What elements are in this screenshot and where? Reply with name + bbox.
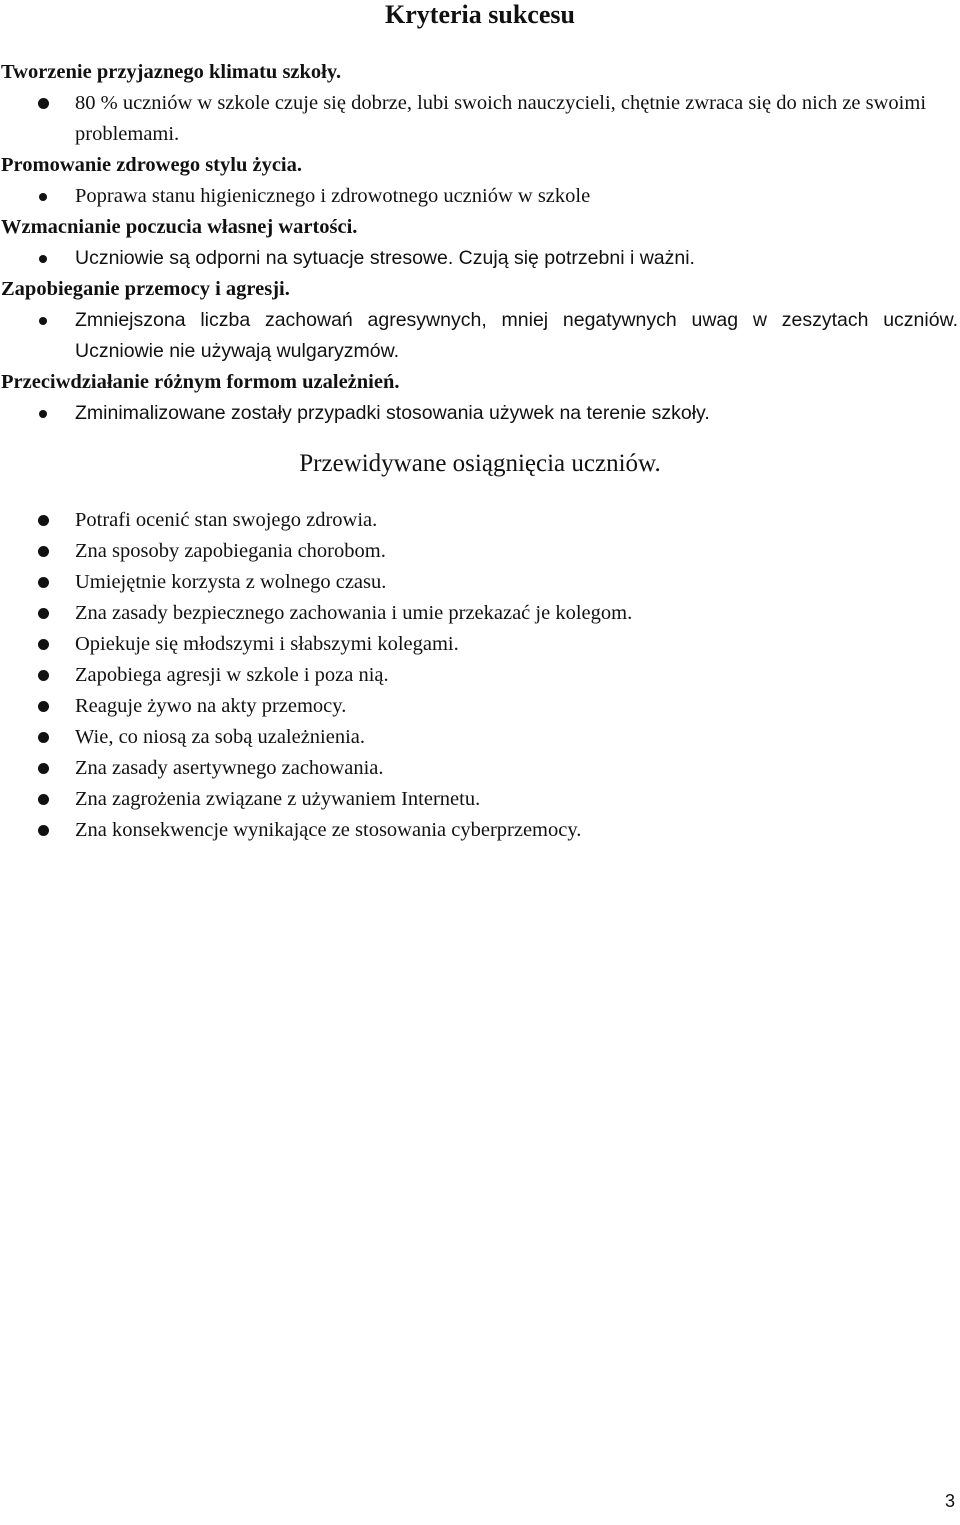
- bullet-icon: [38, 794, 49, 805]
- list-item: Zapobiega agresji w szkole i poza nią.: [0, 660, 960, 691]
- bullet-icon: [38, 98, 49, 109]
- bullet-icon: [38, 608, 49, 619]
- list-item: Zminimalizowane zostały przypadki stosowania używek na terenie szkoły.: [0, 398, 960, 429]
- bullet-icon: [38, 515, 49, 526]
- list-item: Uczniowie są odporni na sytuacje stresowe. Czują się potrzebni i ważni.: [0, 243, 960, 274]
- section-list-health: [0, 181, 960, 212]
- list-item: Umiejętnie korzysta z wolnego czasu.: [0, 567, 960, 598]
- section-list-addictions: [0, 398, 960, 429]
- bullet-icon: [38, 670, 49, 681]
- bullet-icon: [39, 255, 47, 263]
- document-body: [0, 57, 960, 846]
- list-item: Potrafi ocenić stan swojego zdrowia.: [0, 505, 960, 536]
- bullet-icon: [38, 577, 49, 588]
- bullet-icon: [39, 317, 47, 325]
- list-item: Zmniejszona liczba zachowań agresywnych, mniej negatywnych uwag w zeszytach uczniów. Uczniowie nie używają wulgaryzmów.: [0, 305, 960, 367]
- bullet-icon: [38, 763, 49, 774]
- section-heading-violence: Zapobieganie przemocy i agresji.: [1, 278, 290, 300]
- bullet-icon: [38, 639, 49, 650]
- section-list-climate: [0, 88, 960, 150]
- list-item: Zna zasady asertywnego zachowania.: [0, 753, 960, 784]
- list-item: Wie, co niosą za sobą uzależnienia.: [0, 722, 960, 753]
- section-heading-climate: Tworzenie przyjaznego klimatu szkoły.: [1, 61, 342, 83]
- bullet-icon: [38, 732, 49, 743]
- list-item: Zna zagrożenia związane z używaniem Internetu.: [0, 784, 960, 815]
- subtitle-spacer: [0, 479, 960, 505]
- bullet-icon: [38, 701, 49, 712]
- list-item: Zna sposoby zapobiegania chorobom.: [0, 536, 960, 567]
- achievements-list: [0, 505, 960, 846]
- page-title-text: Kryteria sukcesu: [385, 0, 575, 29]
- page-title: [0, 0, 960, 30]
- bullet-icon: [38, 825, 49, 836]
- section-list-self-worth: [0, 243, 960, 274]
- list-item: Zna zasady bezpiecznego zachowania i umie przekazać je kolegom.: [0, 598, 960, 629]
- list-item: 80 % uczniów w szkole czuje się dobrze, lubi swoich nauczycieli, chętnie zwraca się do nich ze swoimi problemami.: [0, 88, 960, 150]
- section-heading-addictions: Przeciwdziałanie różnym formom uzależnień.: [1, 371, 400, 393]
- list-item: Opiekuje się młodszymi i słabszymi kolegami.: [0, 629, 960, 660]
- bullet-icon: [39, 193, 47, 201]
- bullet-icon: [39, 410, 47, 418]
- section-heading-health: Promowanie zdrowego stylu życia.: [1, 154, 303, 176]
- list-item: Zna konsekwencje wynikające ze stosowania cyberprzemocy.: [0, 815, 960, 846]
- bullet-icon: [38, 546, 49, 557]
- page-number: 3: [944, 1491, 955, 1511]
- achievements-title: [0, 448, 960, 479]
- section-spacer: [0, 429, 960, 448]
- section-list-violence: [0, 305, 960, 367]
- list-item: Poprawa stanu higienicznego i zdrowotnego uczniów w szkole: [0, 181, 960, 212]
- achievements-title-text: Przewidywane osiągnięcia uczniów.: [299, 450, 661, 477]
- list-item: Reaguje żywo na akty przemocy.: [0, 691, 960, 722]
- section-heading-self-worth: Wzmacnianie poczucia własnej wartości.: [1, 216, 358, 238]
